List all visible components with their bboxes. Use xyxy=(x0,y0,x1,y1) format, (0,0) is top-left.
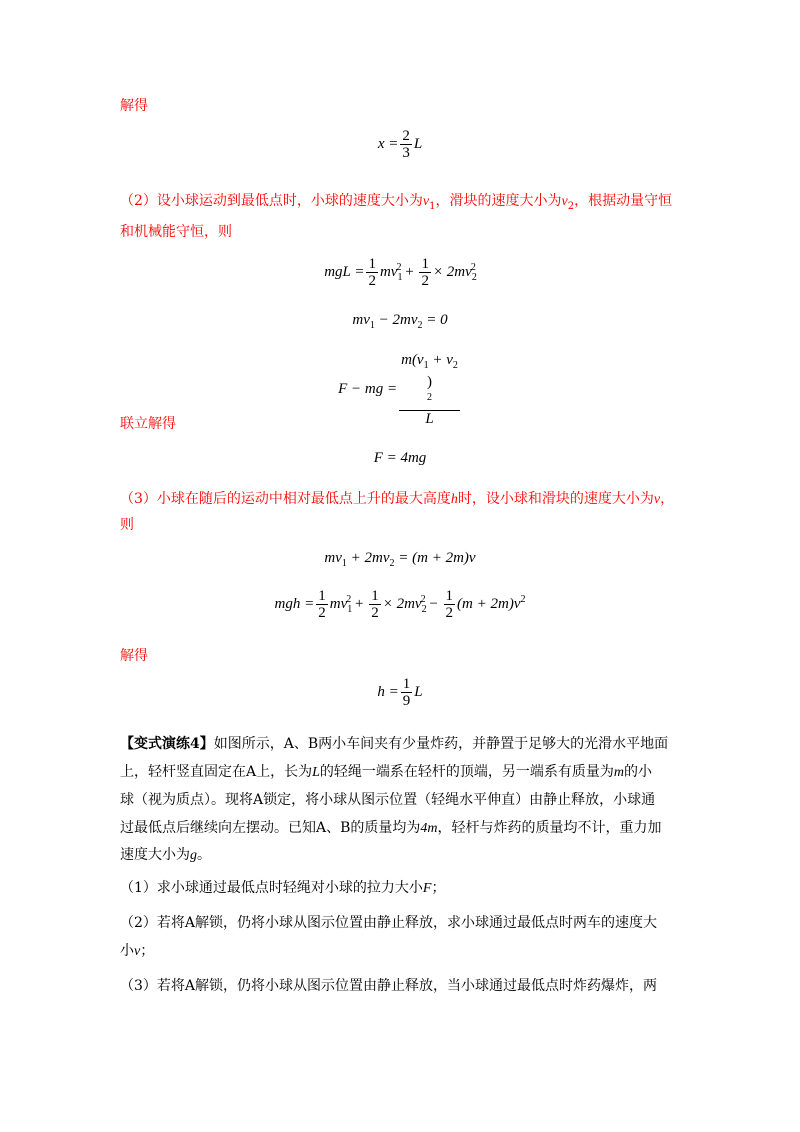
problem-text-4a: 过最低点后继续向左摆动。已知A、B的质量均为 xyxy=(120,820,421,836)
problem-text-1: 如图所示，A、B两小车间夹有少量炸药，并静置于足够大的光滑水平地面 xyxy=(213,736,669,752)
eq-energy3-t3: (m + 2m)v xyxy=(457,595,521,612)
question-2-line-2 xyxy=(120,941,680,962)
part3-text-a: （3）小球在随后的运动中相对最低点上升的最大高度 xyxy=(120,491,451,507)
equation-energy-3: mgh = $\frac{1}{2}$ $mv_1^2$ + $\frac{1}{2}$ × $2mv_2^2$ − $\frac{1}{2}$ $(m + 2m)v^2$ xyxy=(274,588,526,621)
eq-h-den: 9 xyxy=(402,693,411,709)
eq-energy3-half-2 xyxy=(369,588,381,621)
eq-x-rhs: L xyxy=(413,135,423,152)
eq-force-lhs: F − mg = xyxy=(338,380,398,397)
part2-line-2: 和机械能守恒，则 xyxy=(120,224,232,240)
eq-energy3-lhs: mgh = xyxy=(274,595,315,612)
problem-line-5 xyxy=(120,845,680,866)
equation-energy: mgL = $\frac{1}{2}$ $mv_1^2$ + $\frac{1}{2}$ × $2mv_2^2$ xyxy=(324,256,477,289)
eq-force-num-b: + v xyxy=(428,352,453,368)
half-den: 2 xyxy=(371,605,379,621)
equation-F: F = 4mg xyxy=(373,450,427,466)
q2-v: v xyxy=(134,944,141,959)
q2-text: 小 xyxy=(120,943,134,959)
part2-line-1: （2）设小球运动到最低点时，小球的速度大小为$v_1$，滑块的速度大小为$v_2$，根据动量守恒 xyxy=(120,193,673,212)
problem-text-5b: 。 xyxy=(197,847,211,863)
part3-v: v xyxy=(653,492,661,507)
problem-text-2c: 的小 xyxy=(624,764,653,780)
eq-energy-half-2 xyxy=(419,256,431,289)
half-num: 1 xyxy=(318,588,326,604)
half-num: 1 xyxy=(421,256,429,272)
question-2-line-1: （2）若将A解锁，仍将小球从图示位置由静止释放，求小球通过最低点时两车的速度大 xyxy=(120,915,658,931)
eq-mom-b: − 2mv xyxy=(374,312,418,328)
equation-momentum: $mv_1 - 2mv_2 = 0$ xyxy=(352,312,448,331)
problem-m: m xyxy=(613,765,625,780)
eq-h-lhs: h = xyxy=(377,683,399,700)
part3-line-2: 则 xyxy=(120,517,134,533)
problem-text-2a: 上，轻杆竖直固定在A上，长为 xyxy=(120,764,313,780)
problem-line-3: 球（视为质点）。现将A锁定，将小球从图示位置（轻绳水平伸直）由静止释放，小球通 xyxy=(120,792,656,808)
q1-F: F xyxy=(422,881,432,896)
problem-title: 【变式演练4】 xyxy=(120,736,214,752)
eq-energy3-half-3 xyxy=(444,588,456,621)
eq-energy3-t2: × 2mv xyxy=(382,595,422,612)
eq-h-fraction xyxy=(401,676,413,709)
problem-line-1 xyxy=(120,734,680,754)
q2-end: ； xyxy=(140,943,155,959)
eq-x-num: 2 xyxy=(402,128,410,144)
part2-text-b: ，滑块的速度大小为 xyxy=(435,193,562,209)
result-label-3: 解得 xyxy=(120,648,148,664)
eq-h-num: 1 xyxy=(402,676,411,692)
q1-text: （1）求小球通过最低点时轻绳对小球的拉力大小 xyxy=(120,880,423,896)
half-num: 1 xyxy=(445,588,454,604)
result-label-2: 联立解得 xyxy=(120,416,176,432)
eq-x-den: 3 xyxy=(402,145,410,161)
problem-4m: 4m xyxy=(420,821,438,836)
eq-energy3-t1: mv xyxy=(329,595,348,612)
problem-g: g xyxy=(190,848,197,863)
part3-text-b: 时，设小球和滑块的速度大小为 xyxy=(457,491,654,507)
half-den: 2 xyxy=(368,273,376,289)
half-den: 2 xyxy=(318,605,326,621)
half-den: 2 xyxy=(445,605,454,621)
eq-energy3-half-1 xyxy=(316,588,328,621)
half-den: 2 xyxy=(421,273,429,289)
eq-energy-t2: × 2mv xyxy=(432,263,472,280)
equation-h xyxy=(0,676,800,709)
part3-text-c: ， xyxy=(660,491,675,507)
part2-text-a: （2）设小球运动到最低点时，小球的速度大小为 xyxy=(120,193,423,209)
eq-x-fraction xyxy=(400,128,412,161)
part2-v2: v xyxy=(561,194,568,209)
eq-force-num: $m(v_1 + v_2$ ) $^2$ xyxy=(399,352,460,411)
part3-h: h xyxy=(450,492,458,507)
part2-v1: v xyxy=(422,194,430,209)
problem-text-2b: 的轻绳一端系在轻杆的顶端，另一端系有质量为 xyxy=(319,764,614,780)
equation-momentum-3: $mv_1 + 2mv_2 = (m + 2m)v$ xyxy=(324,550,476,569)
eq-mom3-c: = (m + 2m)v xyxy=(394,550,476,566)
half-num: 1 xyxy=(371,588,379,604)
problem-line-4 xyxy=(120,818,680,839)
eq-force-num-a: m(v xyxy=(401,352,424,368)
eq-h-rhs: L xyxy=(414,683,423,700)
part3-line-1 xyxy=(120,489,680,510)
q1-end: ； xyxy=(431,880,446,896)
eq-mom3-a: mv xyxy=(324,550,342,566)
eq-energy-t1: mv xyxy=(379,263,398,280)
question-3-line-1: （3）若将A解锁，仍将小球从图示位置由静止释放，当小球通过最低点时炸药爆炸，两 xyxy=(120,978,658,994)
eq-x-lhs: x = xyxy=(377,135,399,152)
question-1 xyxy=(120,878,680,899)
eq-energy-lhs: mgL = xyxy=(324,263,365,280)
eq-mom3-b: + 2mv xyxy=(346,550,390,566)
half-num: 1 xyxy=(368,256,376,272)
equation-x xyxy=(0,128,800,161)
eq-mom-c: = 0 xyxy=(422,312,448,328)
eq-energy-half-1 xyxy=(366,256,378,289)
problem-L: L xyxy=(312,765,320,780)
eq-force-den: L xyxy=(425,411,434,427)
problem-text-5a: 速度大小为 xyxy=(120,847,190,863)
eq-mom-a: mv xyxy=(352,312,370,328)
problem-text-4b: ，轻杆与炸药的质量均不计，重力加 xyxy=(437,820,662,836)
part2-text-c: ，根据动量守恒 xyxy=(574,193,673,209)
eq-force-num-c: ) xyxy=(427,374,432,390)
result-label-1: 解得 xyxy=(120,98,148,114)
problem-line-2 xyxy=(120,762,680,783)
